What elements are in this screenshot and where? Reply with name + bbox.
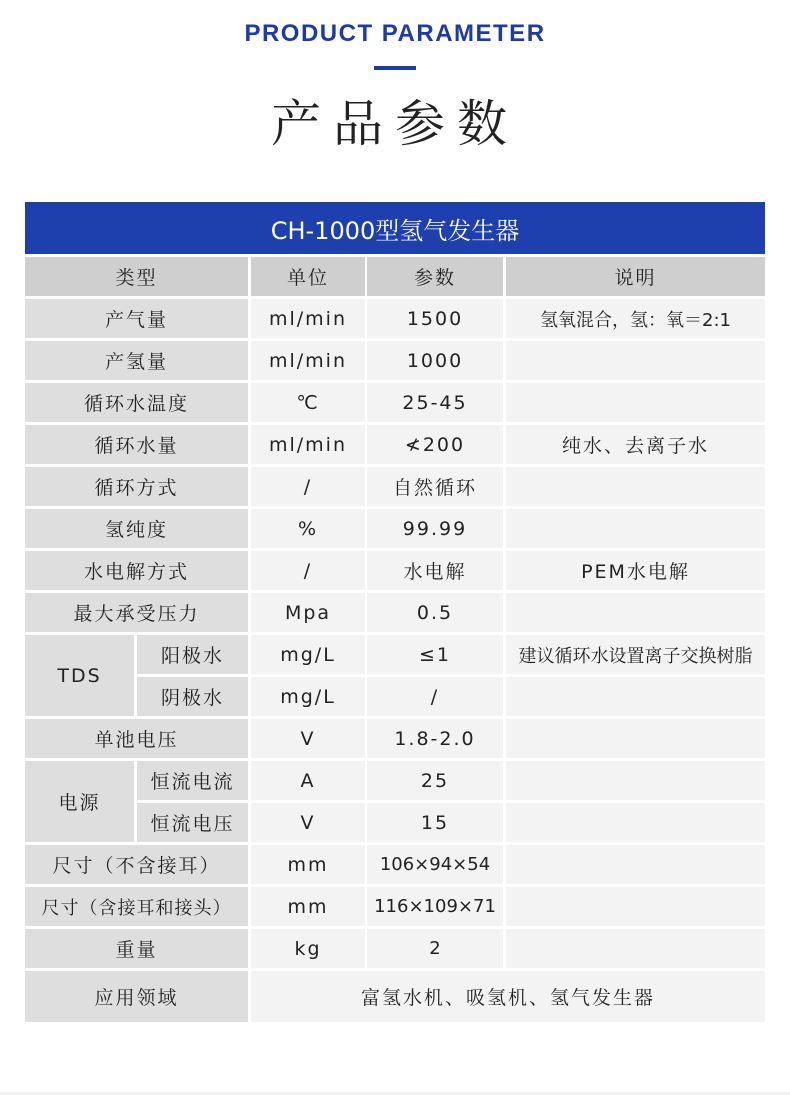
page-title: 产品参数 <box>271 95 519 153</box>
row-note: 建议循环水设置离子交换树脂 <box>506 635 765 674</box>
row-note <box>506 341 765 380</box>
row-value: 1.8-2.0 <box>367 719 503 758</box>
row-type: 氢纯度 <box>25 509 248 548</box>
row-unit: ml/min <box>251 299 365 338</box>
row-note: 纯水、去离子水 <box>506 425 765 464</box>
row-unit: V <box>251 719 365 758</box>
row-value: 116×109×71 <box>367 887 503 926</box>
row-note <box>506 383 765 422</box>
row-note: 氢氧混合，氢：氧＝2:1 <box>506 299 765 338</box>
row-value: 25 <box>367 761 503 800</box>
row-note <box>506 719 765 758</box>
row-type: 尺寸（含接耳和接头） <box>25 887 248 926</box>
row-type: 单池电压 <box>25 719 248 758</box>
row-value: 0.5 <box>367 593 503 632</box>
row-value: 99.99 <box>367 509 503 548</box>
row-value: 自然循环 <box>367 467 503 506</box>
row-type: 阳极水 <box>137 635 248 674</box>
row-note <box>506 929 765 968</box>
row-unit: ml/min <box>251 341 365 380</box>
row-note <box>506 467 765 506</box>
row-note <box>506 845 765 884</box>
row-value: 1000 <box>367 341 503 380</box>
row-note <box>506 509 765 548</box>
row-unit: mm <box>251 845 365 884</box>
row-type: 循环方式 <box>25 467 248 506</box>
column-header: 参数 <box>367 257 503 296</box>
row-unit: kg <box>251 929 365 968</box>
row-value: 2 <box>367 929 503 968</box>
row-type: 循环水温度 <box>25 383 248 422</box>
tds-group-label: TDS <box>25 635 134 716</box>
row-type: 产氢量 <box>25 341 248 380</box>
row-value: 106×94×54 <box>367 845 503 884</box>
row-value: ≮200 <box>367 425 503 464</box>
row-type: 恒流电流 <box>137 761 248 800</box>
row-type: 最大承受压力 <box>25 593 248 632</box>
row-unit: % <box>251 509 365 548</box>
row-value: 1500 <box>367 299 503 338</box>
row-value: / <box>367 677 503 716</box>
row-value: 15 <box>367 803 503 842</box>
en-title: PRODUCT PARAMETER <box>244 20 546 47</box>
row-note <box>506 887 765 926</box>
row-unit: ml/min <box>251 425 365 464</box>
row-type: 阴极水 <box>137 677 248 716</box>
row-note <box>506 593 765 632</box>
column-header: 说明 <box>506 257 765 296</box>
row-unit: V <box>251 803 365 842</box>
row-type: 重量 <box>25 929 248 968</box>
row-unit: mg/L <box>251 635 365 674</box>
row-value: 25-45 <box>367 383 503 422</box>
row-unit: / <box>251 467 365 506</box>
column-header: 单位 <box>251 257 365 296</box>
row-type: 产气量 <box>25 299 248 338</box>
row-note: PEM水电解 <box>506 551 765 590</box>
column-header: 类型 <box>25 257 248 296</box>
application-value: 富氢水机、吸氢机、氢气发生器 <box>251 971 765 1022</box>
row-type: 恒流电压 <box>137 803 248 842</box>
row-note <box>506 803 765 842</box>
row-type: 尺寸（不含接耳） <box>25 845 248 884</box>
row-unit: / <box>251 551 365 590</box>
table-title-banner: CH-1000型氢气发生器 <box>25 202 765 254</box>
power-group-label: 电源 <box>25 761 134 842</box>
row-value: 水电解 <box>367 551 503 590</box>
row-unit: mg/L <box>251 677 365 716</box>
row-type: 水电解方式 <box>25 551 248 590</box>
row-unit: mm <box>251 887 365 926</box>
row-type: 应用领域 <box>25 971 248 1022</box>
row-note <box>506 677 765 716</box>
row-type: 循环水量 <box>25 425 248 464</box>
row-value: ≤1 <box>367 635 503 674</box>
row-unit: ℃ <box>251 383 365 422</box>
row-unit: A <box>251 761 365 800</box>
row-unit: Mpa <box>251 593 365 632</box>
row-note <box>506 761 765 800</box>
